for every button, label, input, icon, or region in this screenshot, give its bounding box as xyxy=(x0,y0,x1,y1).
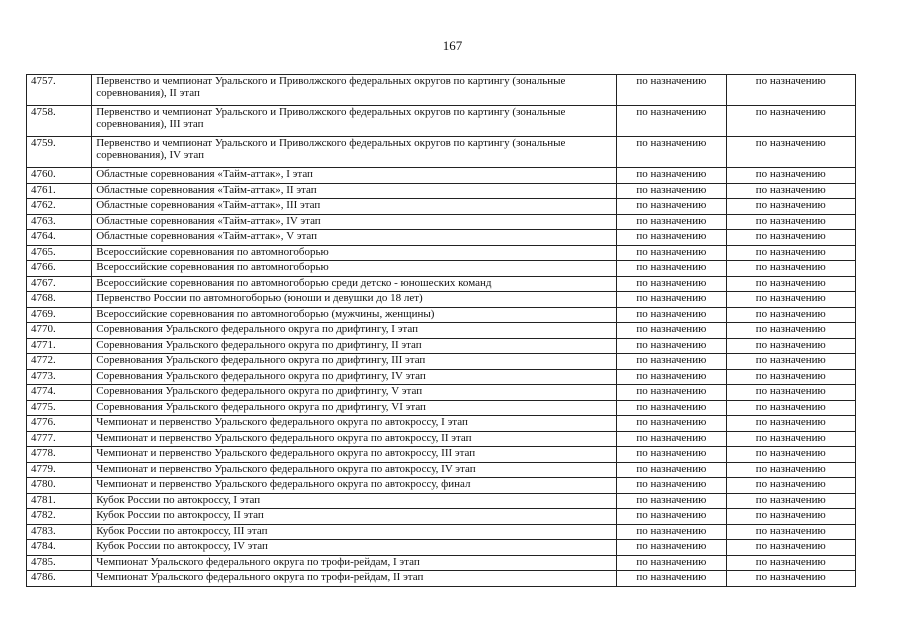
table-row xyxy=(27,106,856,137)
assignment-cell-1: по назначению xyxy=(617,431,726,447)
table-row xyxy=(27,540,856,556)
assignment-cell-2: по назначению xyxy=(726,230,855,246)
assignment-cell-1: по назначению xyxy=(617,540,726,556)
assignment-cell-2: по назначению xyxy=(726,137,855,168)
assignment-cell-2: по назначению xyxy=(726,509,855,525)
row-number-cell: 4773. xyxy=(27,369,92,385)
table-row xyxy=(27,509,856,525)
assignment-cell-1: по назначению xyxy=(617,307,726,323)
row-number-cell: 4763. xyxy=(27,214,92,230)
assignment-cell-1: по назначению xyxy=(617,214,726,230)
assignment-cell-2: по назначению xyxy=(726,431,855,447)
assignment-cell-2: по назначению xyxy=(726,323,855,339)
assignment-cell-1: по назначению xyxy=(617,137,726,168)
table-row xyxy=(27,385,856,401)
assignment-cell-1: по назначению xyxy=(617,199,726,215)
row-number-cell: 4768. xyxy=(27,292,92,308)
assignment-cell-2: по назначению xyxy=(726,416,855,432)
event-name-cell: Соревнования Уральского федерального округа по дрифтингу, VI этап xyxy=(92,400,617,416)
event-name-cell: Областные соревнования «Тайм-аттак», I этап xyxy=(92,168,617,184)
row-number-cell: 4781. xyxy=(27,493,92,509)
table-row xyxy=(27,571,856,587)
table-row xyxy=(27,214,856,230)
row-number-cell: 4782. xyxy=(27,509,92,525)
assignment-cell-1: по назначению xyxy=(617,462,726,478)
assignment-cell-2: по назначению xyxy=(726,385,855,401)
event-name-cell: Чемпионат и первенство Уральского федерального округа по автокроссу, I этап xyxy=(92,416,617,432)
assignment-cell-2: по назначению xyxy=(726,493,855,509)
assignment-cell-1: по назначению xyxy=(617,354,726,370)
table-row xyxy=(27,478,856,494)
table-row xyxy=(27,75,856,106)
assignment-cell-2: по назначению xyxy=(726,478,855,494)
assignment-cell-1: по назначению xyxy=(617,323,726,339)
assignment-cell-2: по назначению xyxy=(726,214,855,230)
row-number-cell: 4776. xyxy=(27,416,92,432)
row-number-cell: 4762. xyxy=(27,199,92,215)
row-number-cell: 4766. xyxy=(27,261,92,277)
event-name-cell: Первенство и чемпионат Уральского и Приволжского федеральных округов по картингу (зональные соревнования), III этап xyxy=(92,106,617,137)
row-number-cell: 4779. xyxy=(27,462,92,478)
row-number-cell: 4785. xyxy=(27,555,92,571)
table-row xyxy=(27,276,856,292)
assignment-cell-1: по назначению xyxy=(617,276,726,292)
table-row xyxy=(27,416,856,432)
row-number-cell: 4777. xyxy=(27,431,92,447)
row-number-cell: 4778. xyxy=(27,447,92,463)
assignment-cell-1: по назначению xyxy=(617,292,726,308)
assignment-cell-1: по назначению xyxy=(617,555,726,571)
event-name-cell: Первенство и чемпионат Уральского и Приволжского федеральных округов по картингу (зональные соревнования), IV этап xyxy=(92,137,617,168)
event-name-cell: Соревнования Уральского федерального округа по дрифтингу, III этап xyxy=(92,354,617,370)
event-name-cell: Чемпионат и первенство Уральского федерального округа по автокроссу, финал xyxy=(92,478,617,494)
assignment-cell-1: по назначению xyxy=(617,385,726,401)
table-row xyxy=(27,369,856,385)
assignment-cell-1: по назначению xyxy=(617,493,726,509)
row-number-cell: 4770. xyxy=(27,323,92,339)
table-row xyxy=(27,183,856,199)
event-name-cell: Всероссийские соревнования по автомногоборью xyxy=(92,261,617,277)
assignment-cell-2: по назначению xyxy=(726,555,855,571)
assignment-cell-2: по назначению xyxy=(726,369,855,385)
event-name-cell: Всероссийские соревнования по автомногоборью среди детско - юношеских команд xyxy=(92,276,617,292)
assignment-cell-2: по назначению xyxy=(726,261,855,277)
assignment-cell-1: по назначению xyxy=(617,245,726,261)
event-name-cell: Соревнования Уральского федерального округа по дрифтингу, V этап xyxy=(92,385,617,401)
event-name-cell: Кубок России по автокроссу, III этап xyxy=(92,524,617,540)
assignment-cell-2: по назначению xyxy=(726,106,855,137)
assignment-cell-2: по назначению xyxy=(726,245,855,261)
assignment-cell-2: по назначению xyxy=(726,447,855,463)
event-name-cell: Всероссийские соревнования по автомногоборью (мужчины, женщины) xyxy=(92,307,617,323)
event-name-cell: Чемпионат Уральского федерального округа по трофи-рейдам, II этап xyxy=(92,571,617,587)
table-row xyxy=(27,292,856,308)
assignment-cell-2: по назначению xyxy=(726,524,855,540)
table-row xyxy=(27,524,856,540)
event-name-cell: Кубок России по автокроссу, II этап xyxy=(92,509,617,525)
table-row xyxy=(27,245,856,261)
table-row xyxy=(27,338,856,354)
row-number-cell: 4761. xyxy=(27,183,92,199)
event-name-cell: Всероссийские соревнования по автомногоборью xyxy=(92,245,617,261)
event-name-cell: Соревнования Уральского федерального округа по дрифтингу, I этап xyxy=(92,323,617,339)
assignment-cell-2: по назначению xyxy=(726,276,855,292)
event-name-cell: Чемпионат и первенство Уральского федерального округа по автокроссу, III этап xyxy=(92,447,617,463)
table-row xyxy=(27,447,856,463)
event-name-cell: Чемпионат Уральского федерального округа по трофи-рейдам, I этап xyxy=(92,555,617,571)
assignment-cell-1: по назначению xyxy=(617,400,726,416)
row-number-cell: 4775. xyxy=(27,400,92,416)
table-row xyxy=(27,462,856,478)
table-row xyxy=(27,400,856,416)
assignment-cell-1: по назначению xyxy=(617,75,726,106)
assignment-cell-2: по назначению xyxy=(726,168,855,184)
event-name-cell: Областные соревнования «Тайм-аттак», III этап xyxy=(92,199,617,215)
assignment-cell-1: по назначению xyxy=(617,478,726,494)
table-row xyxy=(27,493,856,509)
assignment-cell-2: по назначению xyxy=(726,292,855,308)
event-name-cell: Кубок России по автокроссу, I этап xyxy=(92,493,617,509)
row-number-cell: 4765. xyxy=(27,245,92,261)
table-row xyxy=(27,137,856,168)
assignment-cell-1: по назначению xyxy=(617,369,726,385)
event-name-cell: Соревнования Уральского федерального округа по дрифтингу, II этап xyxy=(92,338,617,354)
row-number-cell: 4774. xyxy=(27,385,92,401)
row-number-cell: 4784. xyxy=(27,540,92,556)
row-number-cell: 4769. xyxy=(27,307,92,323)
assignment-cell-2: по назначению xyxy=(726,199,855,215)
table-row xyxy=(27,323,856,339)
event-name-cell: Первенство России по автомногоборью (юноши и девушки до 18 лет) xyxy=(92,292,617,308)
assignment-cell-2: по назначению xyxy=(726,307,855,323)
page-number: 167 xyxy=(442,38,463,53)
assignment-cell-2: по назначению xyxy=(726,183,855,199)
events-table-body xyxy=(27,75,856,587)
table-row xyxy=(27,261,856,277)
row-number-cell: 4771. xyxy=(27,338,92,354)
assignment-cell-1: по назначению xyxy=(617,106,726,137)
table-row xyxy=(27,199,856,215)
assignment-cell-1: по назначению xyxy=(617,447,726,463)
assignment-cell-2: по назначению xyxy=(726,354,855,370)
event-name-cell: Первенство и чемпионат Уральского и Приволжского федеральных округов по картингу (зональные соревнования), II этап xyxy=(92,75,617,106)
assignment-cell-1: по назначению xyxy=(617,230,726,246)
event-name-cell: Областные соревнования «Тайм-аттак», II этап xyxy=(92,183,617,199)
assignment-cell-2: по назначению xyxy=(726,540,855,556)
row-number-cell: 4760. xyxy=(27,168,92,184)
table-row xyxy=(27,354,856,370)
assignment-cell-1: по назначению xyxy=(617,524,726,540)
assignment-cell-1: по назначению xyxy=(617,338,726,354)
row-number-cell: 4783. xyxy=(27,524,92,540)
assignment-cell-1: по назначению xyxy=(617,168,726,184)
event-name-cell: Областные соревнования «Тайм-аттак», IV этап xyxy=(92,214,617,230)
assignment-cell-1: по назначению xyxy=(617,509,726,525)
assignment-cell-2: по назначению xyxy=(726,75,855,106)
events-table xyxy=(26,74,856,587)
table-row xyxy=(27,168,856,184)
assignment-cell-2: по назначению xyxy=(726,338,855,354)
event-name-cell: Соревнования Уральского федерального округа по дрифтингу, IV этап xyxy=(92,369,617,385)
event-name-cell: Чемпионат и первенство Уральского федерального округа по автокроссу, IV этап xyxy=(92,462,617,478)
row-number-cell: 4758. xyxy=(27,106,92,137)
assignment-cell-2: по назначению xyxy=(726,462,855,478)
assignment-cell-1: по назначению xyxy=(617,571,726,587)
event-name-cell: Чемпионат и первенство Уральского федерального округа по автокроссу, II этап xyxy=(92,431,617,447)
table-row xyxy=(27,307,856,323)
row-number-cell: 4767. xyxy=(27,276,92,292)
assignment-cell-1: по назначению xyxy=(617,261,726,277)
event-name-cell: Кубок России по автокроссу, IV этап xyxy=(92,540,617,556)
row-number-cell: 4759. xyxy=(27,137,92,168)
row-number-cell: 4764. xyxy=(27,230,92,246)
assignment-cell-2: по назначению xyxy=(726,400,855,416)
assignment-cell-2: по назначению xyxy=(726,571,855,587)
table-row xyxy=(27,431,856,447)
row-number-cell: 4757. xyxy=(27,75,92,106)
assignment-cell-1: по назначению xyxy=(617,416,726,432)
table-row xyxy=(27,230,856,246)
row-number-cell: 4772. xyxy=(27,354,92,370)
assignment-cell-1: по назначению xyxy=(617,183,726,199)
row-number-cell: 4786. xyxy=(27,571,92,587)
table-row xyxy=(27,555,856,571)
event-name-cell: Областные соревнования «Тайм-аттак», V этап xyxy=(92,230,617,246)
row-number-cell: 4780. xyxy=(27,478,92,494)
